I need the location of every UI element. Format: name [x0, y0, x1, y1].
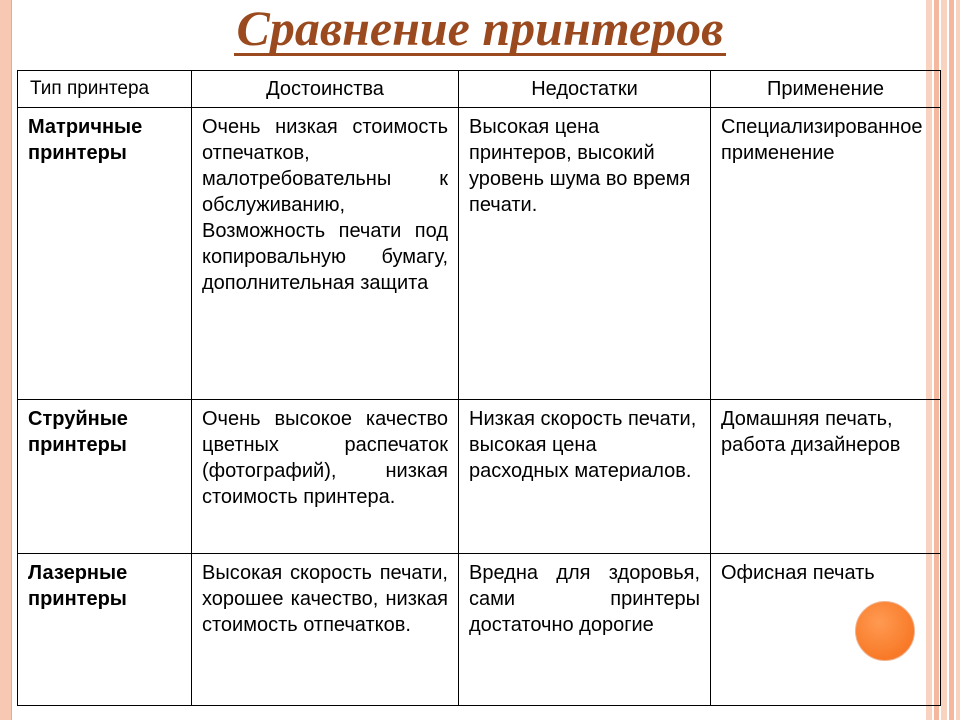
disadvantages-cell: Вредна для здоровья, сами принтеры достаточно дорогие	[459, 554, 711, 706]
table-header-row	[18, 71, 941, 108]
slide-title	[0, 0, 960, 56]
header-disadvantages: Недостатки	[459, 71, 711, 108]
header-advantages: Достоинства	[192, 71, 459, 108]
advantages-cell: Очень низкая стоимость отпечатков, малотребовательны к обслуживанию, Возможность печати под копировальную бумагу, дополнительная защита	[192, 108, 459, 400]
printer-type-cell: Струйные принтеры	[18, 400, 192, 554]
advantages-cell: Очень высокое качество цветных распечаток (фотографий), низкая стоимость принтера.	[192, 400, 459, 554]
printer-comparison-table	[17, 70, 941, 706]
printer-type-cell: Матричные принтеры	[18, 108, 192, 400]
usage-cell: Домашняя печать, работа дизайнеров	[711, 400, 941, 554]
usage-cell: Специализированное применение	[711, 108, 941, 400]
usage-cell: Офисная печать	[711, 554, 941, 706]
header-usage: Применение	[711, 71, 941, 108]
header-printer-type: Тип принтера	[18, 71, 192, 108]
table-row	[18, 554, 941, 706]
left-border-decoration	[0, 0, 12, 720]
table-row	[18, 108, 941, 400]
slide-title-text: Сравнение принтеров	[236, 0, 724, 56]
advantages-cell: Высокая скорость печати, хорошее качество, низкая стоимость отпечатков.	[192, 554, 459, 706]
decorative-orange-circle	[855, 601, 915, 661]
printer-type-cell: Лазерные принтеры	[18, 554, 192, 706]
disadvantages-cell: Низкая скорость печати, высокая цена расходных материалов.	[459, 400, 711, 554]
disadvantages-cell: Высокая цена принтеров, высокий уровень шума во время печати.	[459, 108, 711, 400]
table-row	[18, 400, 941, 554]
